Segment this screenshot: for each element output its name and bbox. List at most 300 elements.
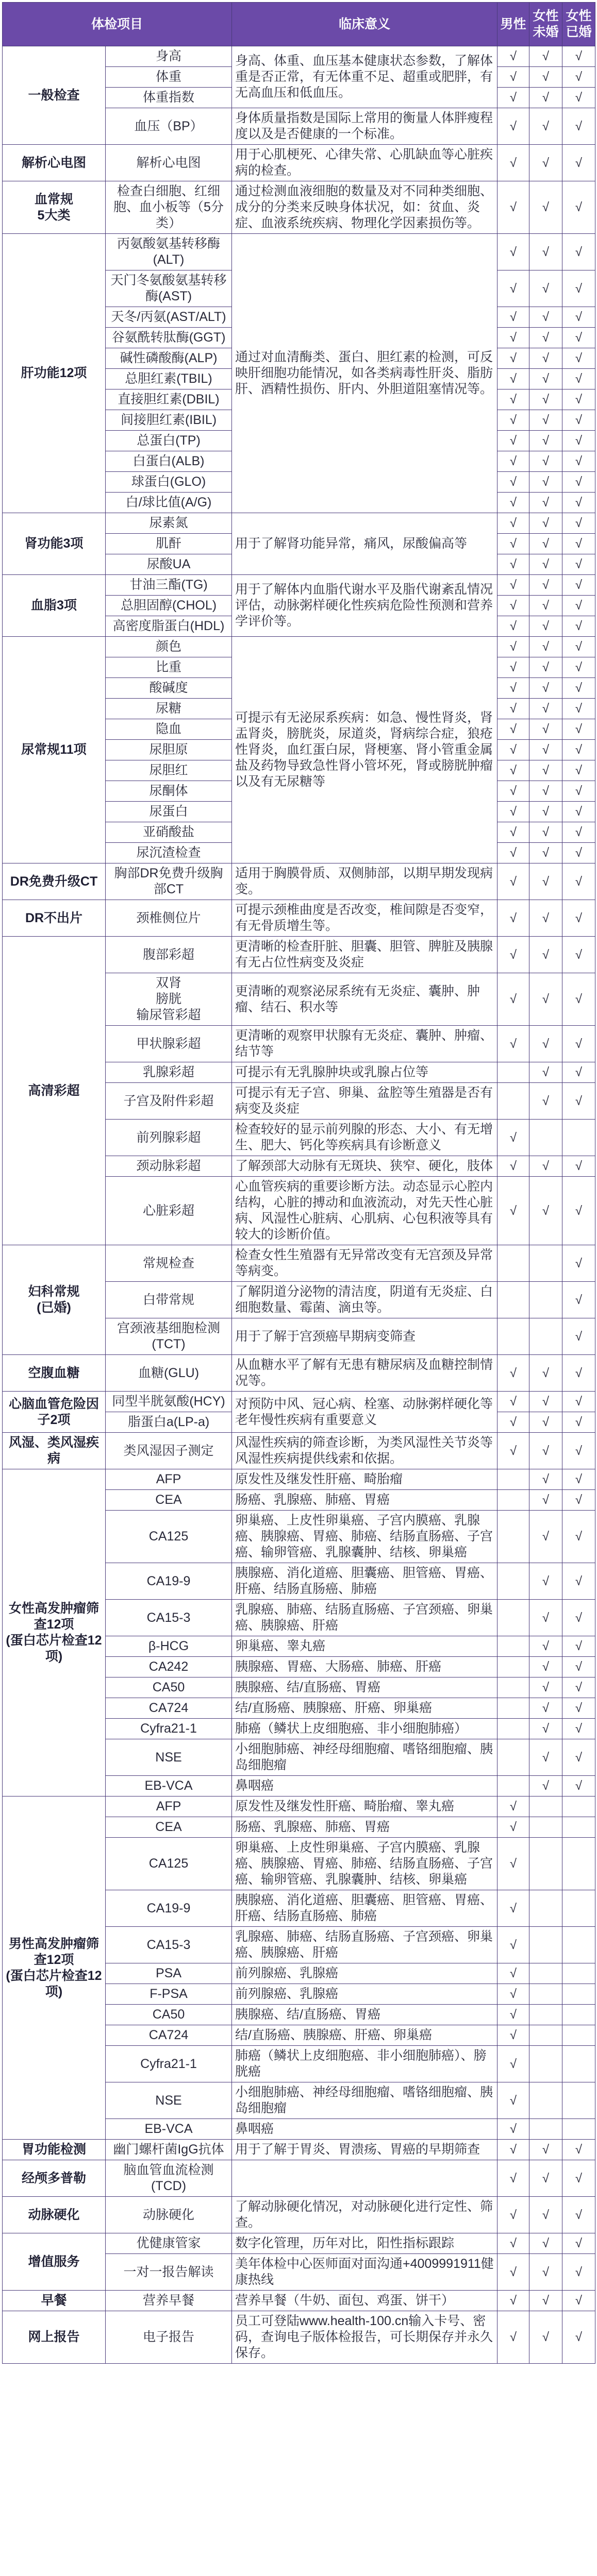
meaning-cell: 鼻咽癌 [232,2119,498,2140]
check-cell-m: √ [498,2291,529,2311]
item-cell: 体重 [106,67,232,88]
meaning-cell: 检查较好的显示前列腺的形态、大小、有无增生、肥大、钙化等疾病具有诊断意义 [232,1120,498,1156]
check-cell-fm: √ [562,2291,595,2311]
table-row [3,863,595,900]
check-cell-fu: √ [529,270,562,307]
meaning-cell: 胰腺癌、消化道癌、胆囊癌、胆管癌、胃癌、肝癌、结肠直肠癌、肺癌 [232,1563,498,1600]
category-cell: 肝功能12项 [3,234,106,513]
item-cell: 解析心电图 [106,145,232,181]
item-cell: CEA [106,1490,232,1511]
check-cell-fm: √ [562,1490,595,1511]
check-cell-m: √ [498,1120,529,1156]
check-cell-fm: √ [562,2233,595,2254]
item-cell: EB-VCA [106,2119,232,2140]
check-cell-fm: √ [562,145,595,181]
exam-table-container [2,2,595,2364]
meaning-cell: 心血管疾病的重要诊断方法。动态显示心腔内结构，心脏的搏动和血液流动，对先天性心脏病、风湿性心脏病、心肌病、心包积液等具有较大的诊断价值。 [232,1177,498,1245]
category-cell: 肾功能3项 [3,513,106,575]
check-cell-fu [529,2005,562,2025]
item-cell: CA242 [106,1657,232,1677]
item-cell: 天冬/丙氨(AST/ALT) [106,307,232,328]
item-cell: 比重 [106,657,232,678]
check-cell-m: √ [498,1838,529,1890]
check-cell-fu: √ [529,863,562,900]
check-cell-fu: √ [529,493,562,513]
check-cell-fm: √ [562,1026,595,1062]
check-cell-fu: √ [529,781,562,802]
check-cell-fu: √ [529,348,562,369]
check-cell-fu [529,2082,562,2119]
check-cell-fm [562,2119,595,2140]
check-cell-m [498,1062,529,1083]
meaning-cell: 更清晰的观察甲状腺有无炎症、囊肿、肿瘤、结节等 [232,1026,498,1062]
item-cell: 一对一报告解读 [106,2254,232,2291]
item-cell: 尿胆红 [106,760,232,781]
check-cell-fu: √ [529,1156,562,1177]
item-cell: 检查白细胞、红细胞、血小板等（5分类） [106,181,232,234]
check-cell-m: √ [498,513,529,534]
check-cell-fm: √ [562,863,595,900]
item-cell: 血压（BP） [106,108,232,145]
category-cell: 网上报告 [3,2311,106,2364]
item-cell: 尿酮体 [106,781,232,802]
check-cell-fu [529,2046,562,2082]
table-row [3,637,595,657]
check-cell-fu: √ [529,678,562,699]
header-category: 体检项目 [3,3,232,46]
check-cell-fm [562,1963,595,1984]
meaning-cell: 适用于胸膜骨质、双侧肺部，以期早期发现病变。 [232,863,498,900]
check-cell-fu: √ [529,699,562,719]
check-cell-fu: √ [529,1177,562,1245]
check-cell-fm: √ [562,513,595,534]
check-cell-fm: √ [562,389,595,410]
check-cell-fm [562,1838,595,1890]
check-cell-fm: √ [562,534,595,554]
check-cell-fu: √ [529,108,562,145]
table-row [3,1797,595,1817]
check-cell-m [498,1563,529,1600]
check-cell-m [498,1282,529,1318]
check-cell-fu [529,1318,562,1355]
meaning-cell: 原发性及继发性肝癌、畸胎瘤 [232,1469,498,1490]
item-cell: 甲状腺彩超 [106,1026,232,1062]
check-cell-fm: √ [562,1677,595,1698]
meaning-cell: 小细胞肺癌、神经母细胞瘤、嗜铬细胞瘤、胰岛细胞瘤 [232,1739,498,1776]
check-cell-fm: √ [562,760,595,781]
check-cell-fm: √ [562,2311,595,2364]
check-cell-m: √ [498,1392,529,1412]
item-cell: 优健康管家 [106,2233,232,2254]
table-row [3,181,595,234]
check-cell-fu: √ [529,657,562,678]
check-cell-fm: √ [562,637,595,657]
check-cell-fm [562,1984,595,2005]
check-cell-fm: √ [562,937,595,973]
meaning-cell: 可提示颈椎曲度是否改变，椎间隙是否变窄，有无骨质增生等。 [232,900,498,937]
check-cell-fm: √ [562,781,595,802]
category-cell: 空腹血糖 [3,1355,106,1392]
meaning-cell: 了解颈部大动脉有无斑块、狭窄、硬化，肢体 [232,1156,498,1177]
check-cell-m: √ [498,973,529,1026]
item-cell: β-HCG [106,1636,232,1657]
check-cell-fu: √ [529,2311,562,2364]
item-cell: 总蛋白(TP) [106,431,232,451]
check-cell-m: √ [498,472,529,493]
item-cell: 前列腺彩超 [106,1120,232,1156]
meaning-cell: 身体质量指数是国际上常用的衡量人体胖瘦程度以及是否健康的一个标准。 [232,108,498,145]
check-cell-m [498,1776,529,1797]
item-cell: 脑血管血流检测(TCD) [106,2160,232,2197]
check-cell-fm [562,1927,595,1963]
check-cell-fm: √ [562,1600,595,1636]
check-cell-m: √ [498,2046,529,2082]
category-cell: 解析心电图 [3,145,106,181]
check-cell-fu [529,2025,562,2046]
check-cell-fu [529,1245,562,1282]
check-cell-m: √ [498,843,529,863]
check-cell-m: √ [498,2160,529,2197]
meaning-cell: 卵巢癌、上皮性卵巢癌、子宫内膜癌、乳腺癌、胰腺癌、胃癌、肺癌、结肠直肠癌、子宫癌、输卵管癌、乳腺囊肿、结核、卵巢癌 [232,1838,498,1890]
meaning-cell: 从血糖水平了解有无患有糖尿病及血糖控制情况等。 [232,1355,498,1392]
check-cell-fu: √ [529,1563,562,1600]
check-cell-m: √ [498,1026,529,1062]
meaning-cell: 风湿性疾病的筛查诊断，为类风湿性关节炎等风湿性疾病提供线索和依据。 [232,1433,498,1469]
check-cell-fm: √ [562,181,595,234]
item-cell: 胸部DR免费升级胸部CT [106,863,232,900]
table-row [3,145,595,181]
check-cell-m [498,1245,529,1282]
check-cell-fu: √ [529,637,562,657]
meaning-cell: 通过检测血液细胞的数量及对不同种类细胞、成分的分类来反映身体状况，如：贫血、炎症、血液系统疾病、物理化学因素损伤等。 [232,181,498,234]
meaning-cell: 胰腺癌、消化道癌、胆囊癌、胆管癌、胃癌、肝癌、结肠直肠癌、肺癌 [232,1890,498,1927]
item-cell: 尿胆原 [106,740,232,760]
check-cell-fm: √ [562,1657,595,1677]
meaning-cell: 卵巢癌、上皮性卵巢癌、子宫内膜癌、乳腺癌、胰腺癌、胃癌、肺癌、结肠直肠癌、子宫癌、输卵管癌、乳腺囊肿、结核、卵巢癌 [232,1511,498,1563]
check-cell-fm: √ [562,270,595,307]
check-cell-fm: √ [562,740,595,760]
check-cell-fu [529,1120,562,1156]
check-cell-fu: √ [529,46,562,67]
check-cell-fm: √ [562,2254,595,2291]
check-cell-m: √ [498,802,529,822]
check-cell-fm: √ [562,1355,595,1392]
meaning-cell: 可提示有无泌尿系疾病：如急、慢性肾炎，肾盂肾炎，膀胱炎，尿道炎，肾病综合症，狼疮性肾炎，血红蛋白尿，肾梗塞、肾小管重金属盐及药物导致急性肾小管坏死，肾或膀胱肿瘤以及有无尿糖等 [232,637,498,863]
check-cell-fm: √ [562,802,595,822]
check-cell-m: √ [498,234,529,270]
check-cell-fu: √ [529,719,562,740]
meaning-cell: 用于心肌梗死、心律失常、心肌缺血等心脏疾病的检查。 [232,145,498,181]
check-cell-m [498,1083,529,1120]
item-cell: 尿糖 [106,699,232,719]
item-cell: 高密度脂蛋白(HDL) [106,616,232,637]
category-cell: DR不出片 [3,900,106,937]
meaning-cell: 可提示有无乳腺肿块或乳腺占位等 [232,1062,498,1083]
check-cell-m: √ [498,328,529,348]
check-cell-fu: √ [529,145,562,181]
check-cell-m: √ [498,657,529,678]
meaning-cell: 前列腺癌、乳腺癌 [232,1963,498,1984]
check-cell-fm: √ [562,1156,595,1177]
item-cell: 总胆红素(TBIL) [106,369,232,389]
table-row [3,900,595,937]
check-cell-fu: √ [529,1511,562,1563]
check-cell-m: √ [498,937,529,973]
check-cell-m: √ [498,534,529,554]
check-cell-m: √ [498,616,529,637]
item-cell: CA15-3 [106,1600,232,1636]
check-cell-fu [529,1963,562,1984]
check-cell-fm: √ [562,699,595,719]
check-cell-fu [529,1927,562,1963]
meaning-cell: 营养早餐（牛奶、面包、鸡蛋、饼干） [232,2291,498,2311]
table-row [3,1392,595,1412]
check-cell-m: √ [498,596,529,616]
check-cell-m: √ [498,2082,529,2119]
check-cell-m: √ [498,2254,529,2291]
table-row [3,2291,595,2311]
check-cell-m: √ [498,493,529,513]
check-cell-fm: √ [562,554,595,575]
table-row [3,937,595,973]
check-cell-m: √ [498,108,529,145]
item-cell: 身高 [106,46,232,67]
check-cell-fu: √ [529,596,562,616]
item-cell: AFP [106,1797,232,1817]
table-header-row [3,3,595,46]
check-cell-m [498,1657,529,1677]
check-cell-m: √ [498,1963,529,1984]
check-cell-fm: √ [562,328,595,348]
check-cell-fu: √ [529,900,562,937]
item-cell: 电子报告 [106,2311,232,2364]
item-cell: AFP [106,1469,232,1490]
table-row [3,575,595,596]
check-cell-m [498,1698,529,1719]
header-male: 男性 [498,3,529,46]
item-cell: CEA [106,1817,232,1838]
check-cell-m [498,1677,529,1698]
check-cell-fu: √ [529,973,562,1026]
check-cell-fu: √ [529,472,562,493]
item-cell: 直接胆红素(DBIL) [106,389,232,410]
check-cell-m: √ [498,554,529,575]
meaning-cell: 更清晰的检查肝脏、胆囊、胆管、脾脏及胰腺有无占位性病变及炎症 [232,937,498,973]
header-female-unmarried: 女性未婚 [529,3,562,46]
check-cell-fu: √ [529,181,562,234]
item-cell: CA15-3 [106,1927,232,1963]
table-row [3,2140,595,2160]
check-cell-m: √ [498,1927,529,1963]
check-cell-m: √ [498,46,529,67]
item-cell: F-PSA [106,1984,232,2005]
meaning-cell: 小细胞肺癌、神经母细胞瘤、嗜铬细胞瘤、胰岛细胞瘤 [232,2082,498,2119]
check-cell-fu: √ [529,67,562,88]
item-cell: 总胆固醇(CHOL) [106,596,232,616]
item-cell: 肌酐 [106,534,232,554]
check-cell-m: √ [498,1433,529,1469]
meaning-cell: 原发性及继发性肝癌、畸胎瘤、睾丸癌 [232,1797,498,1817]
check-cell-m [498,1318,529,1355]
item-cell: 谷氨酰转肽酶(GGT) [106,328,232,348]
item-cell: 甘油三酯(TG) [106,575,232,596]
check-cell-fm: √ [562,1245,595,1282]
category-cell: 增值服务 [3,2233,106,2291]
check-cell-fm: √ [562,1511,595,1563]
check-cell-fu [529,1797,562,1817]
check-cell-fu: √ [529,802,562,822]
check-cell-fu [529,1282,562,1318]
check-cell-fu: √ [529,431,562,451]
item-cell: CA125 [106,1511,232,1563]
category-cell: 尿常规11项 [3,637,106,863]
check-cell-m: √ [498,307,529,328]
table-row [3,2233,595,2254]
check-cell-fu: √ [529,369,562,389]
check-cell-fu: √ [529,2140,562,2160]
check-cell-fm [562,2025,595,2046]
check-cell-m: √ [498,719,529,740]
check-cell-m: √ [498,2140,529,2160]
check-cell-fu [529,1890,562,1927]
meaning-cell: 用于了解体内血脂代谢水平及脂代谢紊乱情况评估，动脉粥样硬化性疾病危险性预测和营养学评价等。 [232,575,498,637]
check-cell-fu: √ [529,1062,562,1083]
check-cell-m: √ [498,781,529,802]
item-cell: Cyfra21-1 [106,1719,232,1739]
meaning-cell: 了解动脉硬化情况，对动脉硬化进行定性、筛查。 [232,2197,498,2233]
category-cell: 心脑血管危险因子2项 [3,1392,106,1433]
check-cell-fu: √ [529,1739,562,1776]
check-cell-fm: √ [562,616,595,637]
meaning-cell: 鼻咽癌 [232,1776,498,1797]
meaning-cell: 数字化管理，历年对比，阳性指标跟踪 [232,2233,498,2254]
check-cell-fu: √ [529,88,562,108]
check-cell-m: √ [498,88,529,108]
check-cell-m: √ [498,740,529,760]
category-cell: 动脉硬化 [3,2197,106,2233]
item-cell: CA724 [106,1698,232,1719]
check-cell-m: √ [498,1817,529,1838]
check-cell-m: √ [498,1177,529,1245]
item-cell: EB-VCA [106,1776,232,1797]
check-cell-fm [562,2082,595,2119]
item-cell: Cyfra21-1 [106,2046,232,2082]
check-cell-fm: √ [562,369,595,389]
item-cell: 酸碱度 [106,678,232,699]
meaning-cell: 检查女性生殖器有无异常改变有无宫颈及异常等病变。 [232,1245,498,1282]
category-cell: 风湿、类风湿疾病 [3,1433,106,1469]
check-cell-fm: √ [562,1698,595,1719]
check-cell-m [498,1636,529,1657]
check-cell-fm: √ [562,575,595,596]
item-cell: 心脏彩超 [106,1177,232,1245]
check-cell-fu: √ [529,843,562,863]
meaning-cell: 胰腺癌、结/直肠癌、胃癌 [232,1677,498,1698]
item-cell: CA50 [106,1677,232,1698]
check-cell-fm: √ [562,431,595,451]
item-cell: 尿蛋白 [106,802,232,822]
check-cell-fu: √ [529,307,562,328]
category-cell: 妇科常规 (已婚) [3,1245,106,1355]
table-row [3,2197,595,2233]
check-cell-m: √ [498,2005,529,2025]
check-cell-fm: √ [562,88,595,108]
check-cell-fm [562,1817,595,1838]
item-cell: CA19-9 [106,1563,232,1600]
item-cell: 白/球比值(A/G) [106,493,232,513]
item-cell: 天门冬氨酸氨基转移酶(AST) [106,270,232,307]
check-cell-m: √ [498,1984,529,2005]
check-cell-m: √ [498,348,529,369]
meaning-cell: 用于了解于胃炎、胃溃疡、胃癌的早期筛查 [232,2140,498,2160]
check-cell-fm [562,1120,595,1156]
check-cell-fu: √ [529,2254,562,2291]
check-cell-fm: √ [562,657,595,678]
check-cell-fm [562,1797,595,1817]
item-cell: 子宫及附件彩超 [106,1083,232,1120]
check-cell-fu [529,1984,562,2005]
meaning-cell: 前列腺癌、乳腺癌 [232,1984,498,2005]
check-cell-fu [529,1817,562,1838]
check-cell-fu: √ [529,328,562,348]
check-cell-fu: √ [529,616,562,637]
item-cell: PSA [106,1963,232,1984]
check-cell-fu: √ [529,740,562,760]
meaning-cell: 对预防中风、冠心病、栓塞、动脉粥样硬化等老年慢性疾病有重要意义 [232,1392,498,1433]
check-cell-m: √ [498,145,529,181]
check-cell-m: √ [498,2197,529,2233]
meaning-cell: 肺癌（鳞状上皮细胞癌、非小细胞肺癌） [232,1719,498,1739]
check-cell-fm: √ [562,410,595,431]
check-cell-m: √ [498,900,529,937]
check-cell-m: √ [498,1797,529,1817]
check-cell-m [498,1600,529,1636]
check-cell-fu: √ [529,1392,562,1412]
item-cell: 隐血 [106,719,232,740]
check-cell-fu: √ [529,2233,562,2254]
category-cell: 血常规 5大类 [3,181,106,234]
check-cell-fm [562,2005,595,2025]
check-cell-fu: √ [529,451,562,472]
check-cell-fu: √ [529,1636,562,1657]
meaning-cell: 结/直肠癌、胰腺癌、肝癌、卵巢癌 [232,2025,498,2046]
check-cell-fm: √ [562,1062,595,1083]
table-row [3,1469,595,1490]
item-cell: 亚硝酸盐 [106,822,232,843]
check-cell-m: √ [498,575,529,596]
table-body [3,46,595,2364]
meaning-cell: 美年体检中心医师面对面沟通+4009991911健康热线 [232,2254,498,2291]
check-cell-fu: √ [529,760,562,781]
item-cell: 间接胆红素(IBIL) [106,410,232,431]
item-cell: 颈动脉彩超 [106,1156,232,1177]
category-cell: 男性高发肿瘤筛查12项 (蛋白芯片检查12项) [3,1797,106,2140]
check-cell-m: √ [498,410,529,431]
item-cell: 幽门螺杆菌IgG抗体 [106,2140,232,2160]
check-cell-fu: √ [529,2291,562,2311]
check-cell-fm: √ [562,1739,595,1776]
meaning-cell: 结/直肠癌、胰腺癌、肝癌、卵巢癌 [232,1698,498,1719]
category-cell: 一般检查 [3,46,106,145]
check-cell-fu: √ [529,410,562,431]
item-cell: 尿素氮 [106,513,232,534]
item-cell: 宫颈液基细胞检测(TCT) [106,1318,232,1355]
item-cell: NSE [106,2082,232,2119]
category-cell: 胃功能检测 [3,2140,106,2160]
item-cell: CA125 [106,1838,232,1890]
meaning-cell: 用于了解肾功能异常，痛风，尿酸偏高等 [232,513,498,575]
item-cell: 白蛋白(ALB) [106,451,232,472]
